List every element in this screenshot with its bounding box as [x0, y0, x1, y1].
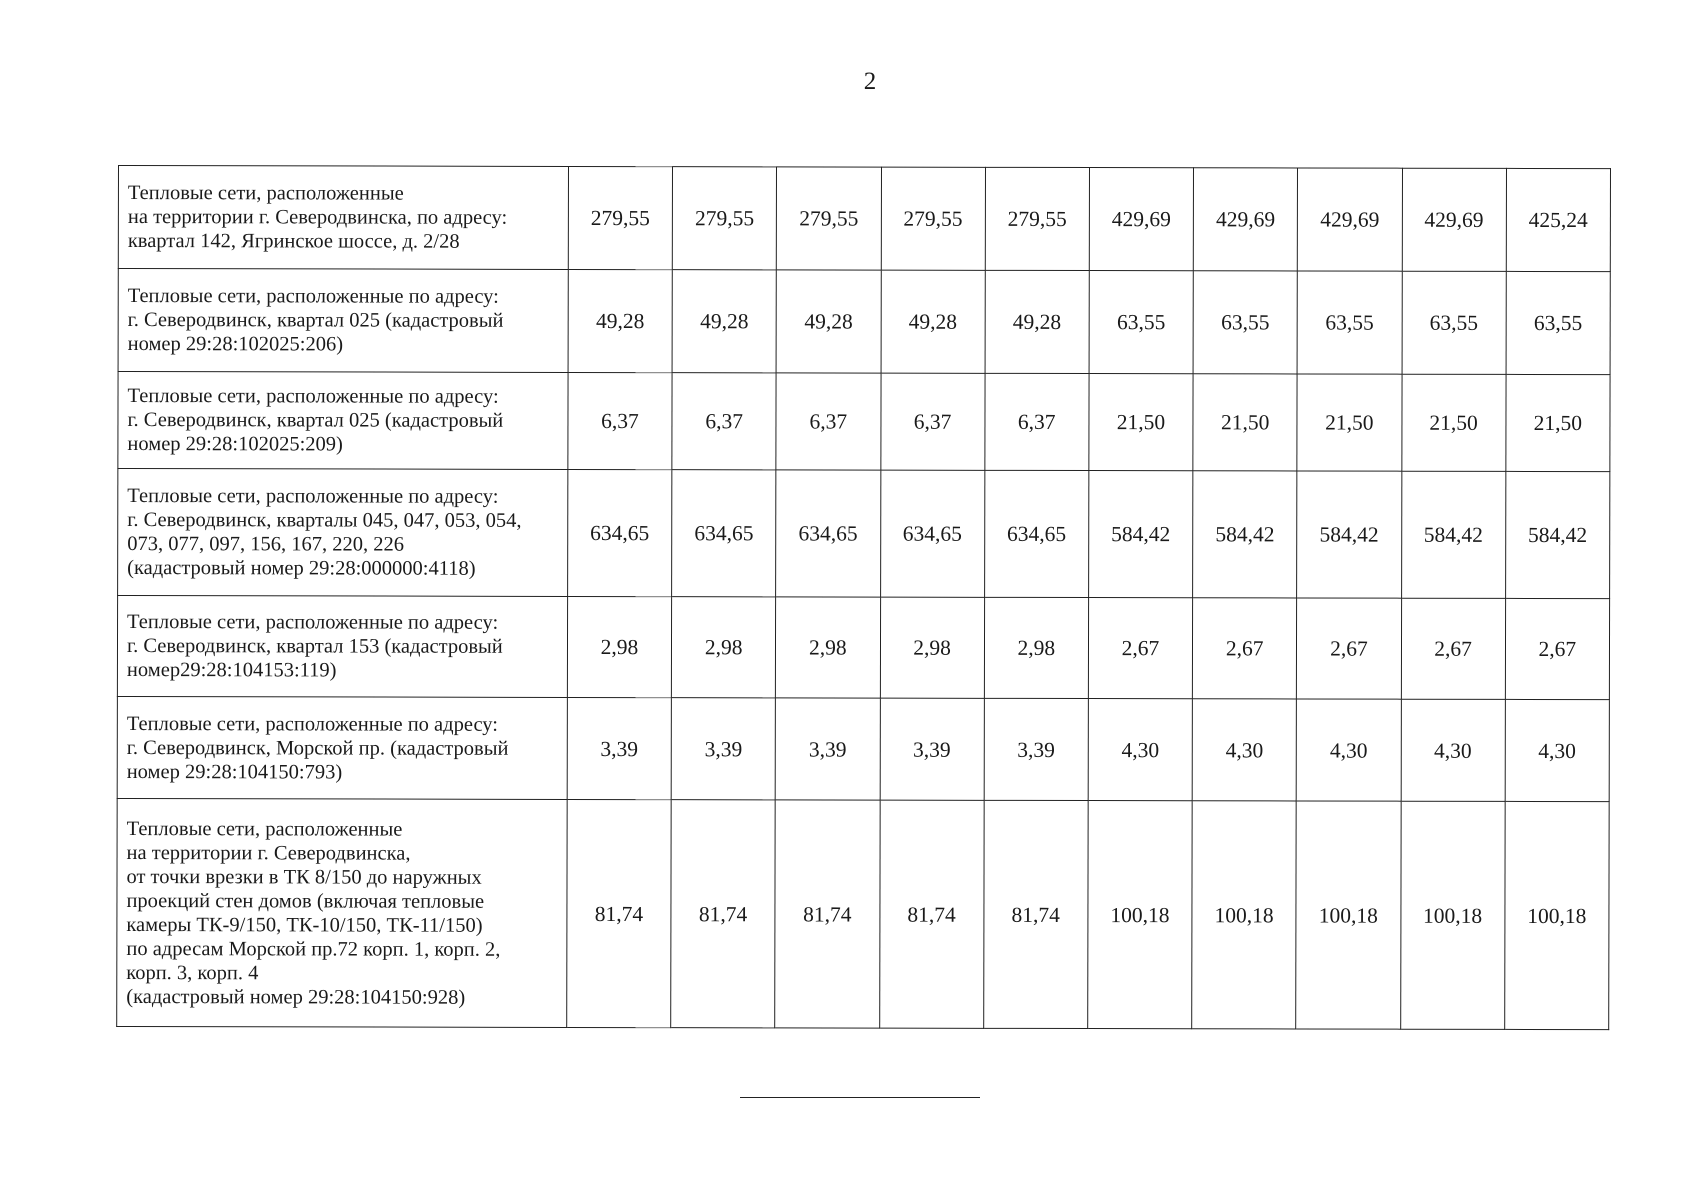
- table-row: [118, 469, 1610, 599]
- value-cell: 634,65: [567, 469, 671, 596]
- value-cell: 279,55: [985, 167, 1089, 270]
- value-cell: 429,69: [1193, 168, 1297, 271]
- value-cell: 584,42: [1193, 471, 1297, 598]
- value-cell: 49,28: [776, 270, 880, 373]
- row-description: Тепловые сети, расположенные по адресу: г. Северодвинск, квартал 025 (кадастровый номер 29:28:102025:206): [118, 269, 568, 373]
- value-cell: 4,30: [1401, 699, 1505, 801]
- value-cell: 4,30: [1088, 699, 1192, 801]
- value-cell: 63,55: [1506, 271, 1610, 374]
- value-cell: 63,55: [1089, 271, 1193, 374]
- value-cell: 49,28: [672, 270, 776, 373]
- value-cell: 425,24: [1506, 168, 1610, 271]
- row-description: Тепловые сети, расположенные по адресу: г. Северодвинск, Морской пр. (кадастровый номер 29:28:104150:793): [117, 696, 567, 799]
- value-cell: 429,69: [1298, 168, 1402, 271]
- value-cell: 2,98: [671, 597, 775, 698]
- value-cell: 63,55: [1297, 271, 1401, 374]
- value-cell: 584,42: [1297, 471, 1401, 598]
- value-cell: 21,50: [1193, 374, 1297, 471]
- row-description: Тепловые сети, расположенные по адресу: г. Северодвинск, кварталы 045, 047, 053, 054, 073, 077, 097, 156, 167, 220, 226 (кадастровый номер 29:28:000000:4118): [118, 469, 568, 597]
- value-cell: 279,55: [672, 167, 776, 270]
- row-description: Тепловые сети, расположенные на территории г. Северодвинска, по адресу: квартал 142, Ягринское шоссе, д. 2/28: [118, 166, 568, 270]
- value-cell: 584,42: [1089, 471, 1193, 598]
- value-cell: 2,98: [776, 597, 880, 698]
- value-cell: 100,18: [1192, 801, 1297, 1029]
- value-cell: 6,37: [776, 373, 880, 470]
- value-cell: 63,55: [1193, 271, 1297, 374]
- value-cell: 100,18: [1296, 801, 1401, 1029]
- table-row: [118, 166, 1610, 272]
- value-cell: 279,55: [881, 167, 985, 270]
- end-of-document-rule: [740, 1097, 980, 1098]
- value-cell: 49,28: [568, 269, 672, 372]
- value-cell: 2,67: [1297, 598, 1401, 699]
- value-cell: 634,65: [880, 470, 984, 597]
- row-description: Тепловые сети, расположенные по адресу: г. Северодвинск, квартал 153 (кадастровый номер29:28:104153:119): [117, 596, 567, 698]
- value-cell: 279,55: [777, 167, 881, 270]
- value-cell: 6,37: [985, 373, 1089, 470]
- value-cell: 81,74: [879, 800, 984, 1028]
- value-cell: 2,98: [984, 597, 1088, 698]
- value-cell: 279,55: [568, 166, 672, 269]
- page-number: 2: [863, 68, 877, 95]
- value-cell: 634,65: [672, 470, 776, 597]
- value-cell: 81,74: [775, 800, 880, 1028]
- table-row: [117, 696, 1609, 801]
- table-row: [118, 269, 1610, 375]
- value-cell: 4,30: [1505, 699, 1609, 801]
- row-description: Тепловые сети, расположенные на территории г. Северодвинска, от точки врезки в ТК 8/150 до наружных проекций стен домов (включая тепловые камеры ТК-9/150, ТК-10/150, ТК-11/150) по адресам Морской пр.72 корп. 1, корп. 2, корп. 3, корп. 4 (кадастровый номер 29:28:104150:928): [117, 798, 567, 1027]
- table-row: [118, 372, 1610, 472]
- value-cell: 2,67: [1192, 598, 1296, 699]
- value-cell: 21,50: [1089, 374, 1193, 471]
- value-cell: 21,50: [1506, 374, 1610, 471]
- value-cell: 100,18: [1088, 801, 1193, 1029]
- value-cell: 4,30: [1192, 699, 1296, 801]
- value-cell: 3,39: [880, 698, 984, 800]
- tariff-table: [116, 165, 1611, 1030]
- value-cell: 2,67: [1401, 598, 1505, 699]
- value-cell: 584,42: [1505, 471, 1610, 598]
- table-row: [117, 798, 1609, 1029]
- value-cell: 21,50: [1297, 374, 1401, 471]
- value-cell: 2,67: [1505, 598, 1609, 699]
- value-cell: 21,50: [1401, 374, 1505, 471]
- value-cell: 3,39: [775, 698, 879, 800]
- value-cell: 634,65: [776, 470, 880, 597]
- value-cell: 634,65: [984, 470, 1088, 597]
- table-row: [117, 596, 1609, 700]
- value-cell: 6,37: [880, 373, 984, 470]
- value-cell: 63,55: [1402, 271, 1506, 374]
- value-cell: 2,67: [1088, 598, 1192, 699]
- value-cell: 81,74: [567, 799, 672, 1027]
- value-cell: 584,42: [1401, 471, 1505, 598]
- value-cell: 429,69: [1089, 168, 1193, 271]
- value-cell: 81,74: [671, 800, 776, 1028]
- row-description: Тепловые сети, расположенные по адресу: г. Северодвинск, квартал 025 (кадастровый номер 29:28:102025:209): [118, 372, 568, 470]
- value-cell: 6,37: [672, 373, 776, 470]
- value-cell: 49,28: [881, 270, 985, 373]
- value-cell: 49,28: [985, 270, 1089, 373]
- value-cell: 100,18: [1400, 801, 1505, 1029]
- value-cell: 81,74: [983, 800, 1088, 1028]
- value-cell: 4,30: [1296, 699, 1400, 801]
- value-cell: 3,39: [671, 698, 775, 800]
- value-cell: 6,37: [568, 372, 672, 469]
- value-cell: 429,69: [1402, 168, 1506, 271]
- value-cell: 2,98: [880, 597, 984, 698]
- value-cell: 3,39: [567, 697, 671, 799]
- value-cell: 100,18: [1504, 801, 1609, 1029]
- value-cell: 3,39: [984, 698, 1088, 800]
- value-cell: 2,98: [567, 596, 671, 697]
